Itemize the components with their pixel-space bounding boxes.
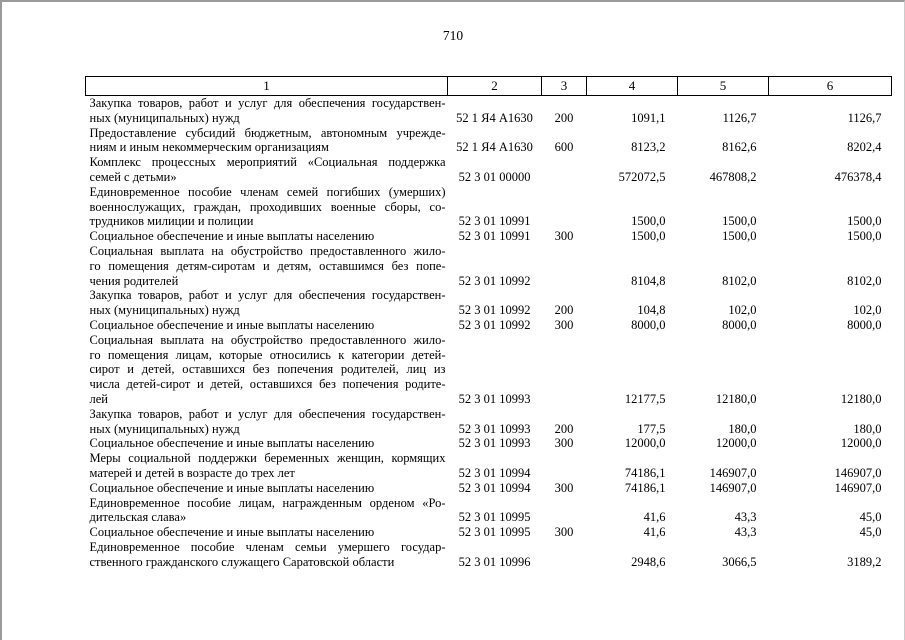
cell-expense-type: 200: [554, 110, 574, 125]
name-line: Единовременное пособие членам семьи умершего государ-: [89, 539, 446, 554]
cell-amount-3: 3189,2: [847, 554, 882, 569]
cell-amount-3: 1126,7: [847, 110, 882, 125]
cell-code: 52 3 01 10992: [458, 317, 531, 332]
cell-code: 52 3 01 10993: [458, 421, 531, 436]
cell-code: 52 3 01 10994: [458, 480, 531, 495]
name-line: лей: [89, 391, 108, 406]
cell-expense-type: [542, 496, 587, 526]
name-line: го помещения лицам, которые относились к категории детей-: [89, 347, 446, 362]
name-line: трудников милиции и полиции: [89, 214, 254, 229]
cell-amount-2: 102,0: [728, 303, 757, 318]
cell-amount-2: 3066,5: [722, 554, 757, 569]
name-line: Социальное обеспечение и иные выплаты населению: [89, 229, 375, 244]
name-line: Закупка товаров, работ и услуг для обеспечения государствен-: [89, 96, 446, 110]
cell-amount-1: 74186,1: [624, 480, 666, 495]
table-row: [86, 540, 892, 570]
cell-name: [86, 126, 448, 156]
cell-code: 52 3 01 10995: [458, 525, 531, 540]
cell-amount-3: 1500,0: [847, 229, 882, 244]
header-col-5: 5: [678, 77, 769, 96]
name-line: Социальное обеспечение и иные выплаты населению: [89, 436, 375, 451]
cell-code: 52 3 01 10993: [458, 436, 531, 451]
name-line: ных (муниципальных) нужд: [89, 110, 240, 125]
header-col-2: 2: [448, 77, 542, 96]
name-line: Комплекс процессных мероприятий «Социальная поддержка: [89, 155, 446, 170]
cell-expense-type: [542, 155, 587, 185]
name-line: матерей и детей в возрасте до трех лет: [89, 465, 295, 480]
cell-amount-2: 43,3: [734, 525, 757, 540]
cell-code: 52 3 01 10992: [458, 273, 531, 288]
cell-amount-2: 8162,6: [722, 140, 757, 155]
cell-amount-2: 1500,0: [722, 229, 757, 244]
cell-expense-type: 300: [554, 317, 574, 332]
cell-name: [86, 244, 448, 288]
cell-name: [86, 318, 448, 333]
cell-code: 52 3 01 10994: [458, 465, 531, 480]
name-line: ственного гражданского служащего Саратовской области: [89, 554, 395, 569]
cell-amount-1: 1500,0: [631, 214, 666, 229]
name-line: Предоставление субсидий бюджетным, автономным учрежде-: [89, 125, 446, 140]
name-line: сирот и детей, оставшихся без попечения родителей, лиц из: [89, 362, 446, 377]
cell-amount-1: 41,6: [643, 510, 666, 525]
cell-name: [86, 436, 448, 451]
cell-name: [86, 407, 448, 437]
cell-name: [86, 288, 448, 318]
cell-amount-3: 45,0: [859, 510, 882, 525]
cell-code: 52 3 01 10993: [458, 391, 531, 406]
cell-expense-type: 200: [554, 421, 574, 436]
cell-amount-1: 2948,6: [631, 554, 666, 569]
table-row: [86, 96, 892, 126]
cell-expense-type: 300: [554, 480, 574, 495]
cell-amount-3: 146907,0: [834, 480, 882, 495]
cell-amount-1: 41,6: [643, 525, 666, 540]
name-line: числа детей-сирот и детей, оставшихся без попечения родите-: [89, 377, 446, 392]
name-line: Закупка товаров, работ и услуг для обеспечения государствен-: [89, 288, 446, 303]
cell-amount-2: 467808,2: [709, 169, 757, 184]
cell-amount-3: 476378,4: [834, 169, 882, 184]
name-line: Меры социальной поддержки беременных женщин, кормящих: [89, 451, 446, 466]
table-row: [86, 244, 892, 288]
cell-name: [86, 525, 448, 540]
name-line: чения родителей: [89, 273, 179, 288]
table-row: [86, 481, 892, 496]
table-body: [86, 96, 892, 570]
cell-amount-3: 1500,0: [847, 214, 882, 229]
cell-code: 52 3 01 00000: [458, 169, 531, 184]
cell-amount-1: 12177,5: [624, 391, 666, 406]
cell-amount-2: 146907,0: [709, 480, 757, 495]
cell-amount-3: 45,0: [859, 525, 882, 540]
name-line: ниям и иным некоммерческим организациям: [89, 140, 329, 155]
cell-expense-type: [542, 244, 587, 288]
cell-expense-type: 300: [554, 436, 574, 451]
cell-amount-3: 146907,0: [834, 465, 882, 480]
cell-name: [86, 155, 448, 185]
cell-name: [86, 451, 448, 481]
cell-expense-type: [542, 185, 587, 229]
cell-amount-2: 43,3: [734, 510, 757, 525]
cell-amount-1: 1500,0: [631, 229, 666, 244]
cell-expense-type: 600: [554, 140, 574, 155]
name-line: Социальное обеспечение и иные выплаты населению: [89, 480, 375, 495]
cell-name: [86, 185, 448, 229]
name-line: Социальное обеспечение и иные выплаты населению: [89, 317, 375, 332]
table-header-row: [86, 77, 892, 96]
cell-amount-3: 180,0: [853, 421, 882, 436]
cell-name: [86, 496, 448, 526]
cell-amount-2: 1500,0: [722, 214, 757, 229]
cell-amount-2: 8102,0: [722, 273, 757, 288]
cell-amount-3: 12000,0: [840, 436, 882, 451]
cell-amount-3: 8202,4: [847, 140, 882, 155]
table-row: [86, 126, 892, 156]
name-line: Единовременное пособие членам семей погибших (умерших): [89, 184, 446, 199]
table-row: [86, 155, 892, 185]
cell-name: [86, 229, 448, 244]
budget-table: [85, 76, 892, 570]
name-line: го помещения детям-сиротам и детям, оставшимся без попе-: [89, 258, 446, 273]
cell-name: [86, 333, 448, 407]
cell-amount-3: 8000,0: [847, 317, 882, 332]
cell-amount-1: 8000,0: [631, 317, 666, 332]
cell-name: [86, 481, 448, 496]
cell-amount-2: 180,0: [728, 421, 757, 436]
table-row: [86, 333, 892, 407]
name-line: ных (муниципальных) нужд: [89, 421, 240, 436]
cell-expense-type: 200: [554, 303, 574, 318]
name-line: Единовременное пособие лицам, награжденным орденом «Ро-: [89, 495, 446, 510]
cell-expense-type: [542, 451, 587, 481]
name-line: Закупка товаров, работ и услуг для обеспечения государствен-: [89, 406, 446, 421]
table-row: [86, 436, 892, 451]
cell-name: [86, 540, 448, 570]
cell-amount-3: 102,0: [853, 303, 882, 318]
name-line: Социальная выплата на обустройство предоставленного жило-: [89, 332, 446, 347]
cell-amount-1: 104,8: [637, 303, 666, 318]
table-row: [86, 525, 892, 540]
table-row: [86, 451, 892, 481]
cell-amount-2: 12000,0: [715, 436, 757, 451]
table-row: [86, 318, 892, 333]
cell-amount-1: 572072,5: [618, 169, 666, 184]
header-col-4: 4: [587, 77, 678, 96]
name-line: семей с детьми»: [89, 169, 177, 184]
cell-code: 52 1 Я4 А1630: [456, 140, 533, 155]
name-line: Социальное обеспечение и иные выплаты населению: [89, 525, 375, 540]
table-row: [86, 185, 892, 229]
table-row: [86, 288, 892, 318]
cell-expense-type: 300: [554, 229, 574, 244]
name-line: военнослужащих, граждан, проходивших военные сборы, со-: [89, 199, 446, 214]
cell-amount-1: 8104,8: [631, 273, 666, 288]
cell-code: 52 3 01 10991: [458, 229, 531, 244]
header-col-3: 3: [542, 77, 587, 96]
cell-amount-2: 8000,0: [722, 317, 757, 332]
name-line: ных (муниципальных) нужд: [89, 303, 240, 318]
cell-amount-1: 12000,0: [624, 436, 666, 451]
cell-expense-type: [542, 333, 587, 407]
cell-code: 52 3 01 10992: [458, 303, 531, 318]
cell-name: [86, 96, 448, 126]
name-line: дительская слава»: [89, 510, 187, 525]
table-row: [86, 496, 892, 526]
cell-amount-2: 1126,7: [722, 110, 757, 125]
cell-expense-type: [542, 540, 587, 570]
cell-code: 52 3 01 10996: [458, 554, 531, 569]
cell-amount-1: 177,5: [637, 421, 666, 436]
cell-amount-2: 146907,0: [709, 465, 757, 480]
cell-code: 52 3 01 10991: [458, 214, 531, 229]
cell-amount-1: 74186,1: [624, 465, 666, 480]
header-col-1: 1: [86, 77, 448, 96]
table-row: [86, 407, 892, 437]
cell-code: 52 1 Я4 А1630: [456, 110, 533, 125]
page-number: 710: [442, 28, 464, 43]
cell-code: 52 3 01 10995: [458, 510, 531, 525]
table-header: [86, 77, 892, 96]
cell-amount-3: 8102,0: [847, 273, 882, 288]
table-row: [86, 229, 892, 244]
cell-amount-1: 8123,2: [631, 140, 666, 155]
cell-amount-1: 1091,1: [631, 110, 666, 125]
name-line: Социальная выплата на обустройство предоставленного жило-: [89, 243, 446, 258]
cell-amount-3: 12180,0: [840, 391, 882, 406]
cell-expense-type: 300: [554, 525, 574, 540]
cell-amount-2: 12180,0: [715, 391, 757, 406]
header-col-6: 6: [769, 77, 892, 96]
